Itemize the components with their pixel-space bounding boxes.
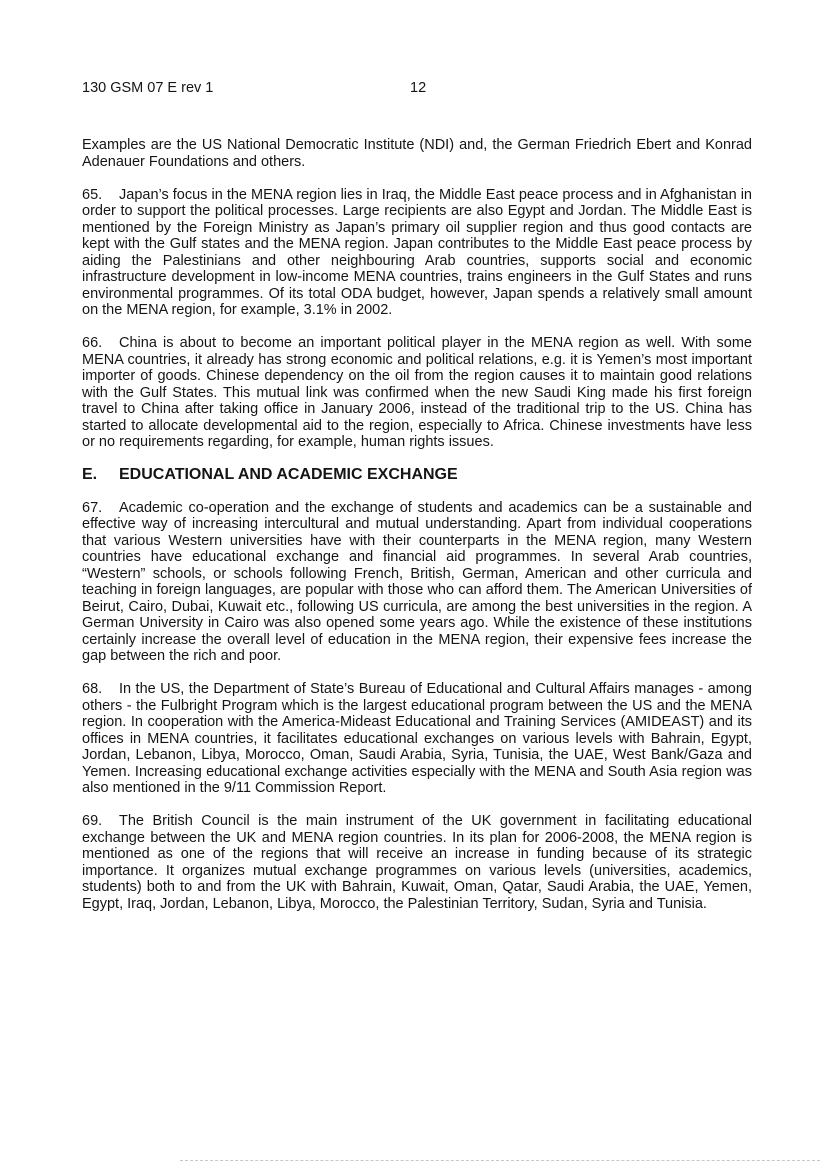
document-id: 130 GSM 07 E rev 1	[82, 80, 214, 96]
paragraph-66	[82, 335, 752, 451]
paragraph-text: In the US, the Department of State’s Bureau of Educational and Cultural Affairs manages - among others - the Fulbright Program which is the largest educational program between the US and the MENA region. In cooperation with the America-Mideast Educational and Training Services (AMIDEAST) and its offices in MENA countries, it facilitates educational exchanges on various levels with Bahrain, Egypt, Jordan, Lebanon, Libya, Morocco, Oman, Saudi Arabia, Syria, Tunisia, the UAE, West Bank/Gaza and Yemen. Increasing educational exchange activities especially with the MENA and South Asia region was also mentioned in the 9/11 Commission Report.	[82, 681, 752, 796]
paragraph-number: 69.	[82, 813, 103, 829]
document-body	[82, 137, 752, 929]
paragraph-text: Academic co-operation and the exchange of students and academics can be a sustainable and effective way of increasing intercultural and mutual understanding. Apart from individual cooperations that various Western universities have with their counterparts in the MENA region, many Western countries have educational exchange and financial aid programmes. In several Arab countries, “Western” schools, or schools following French, British, German, American and other curricula and teaching in foreign languages, are popular with those who can afford them. The American Universities of Beirut, Cairo, Dubai, Kuwait etc., following US curricula, are among the best universities in the region. A German University in Cairo was also opened some years ago. While the existence of these institutions certainly increase the overall level of education in the MENA region, their expensive fees increase the gap between the rich and poor.	[82, 499, 752, 664]
paragraph-number: 66.	[82, 335, 103, 351]
paragraph-number: 67.	[82, 499, 103, 516]
paragraph-65	[82, 187, 752, 319]
paragraph-69	[82, 813, 752, 912]
paragraph-number: 68.	[82, 681, 103, 697]
paragraph-68	[82, 681, 752, 797]
paragraph-67	[82, 500, 752, 665]
page-number: 12	[410, 80, 427, 96]
paragraph-text: Japan’s focus in the MENA region lies in Iraq, the Middle East peace process and in Afghanistan in order to support the political processes. Large recipients are also Egypt and Jordan. The Middle East is mentioned by the Foreign Ministry as Japan’s primary oil supplier region and thus good contacts are kept with the Gulf states and the MENA region. Japan contributes to the Middle East peace process by aiding the Palestinians and other neighbouring Arab countries, supports social and economic infrastructure development in low-income MENA countries, trains engineers in the Gulf States and runs environmental programmes. Of its total ODA budget, however, Japan spends a relatively small amount on the MENA region, for example, 3.1% in 2002.	[82, 186, 752, 318]
page-header	[82, 80, 745, 100]
paragraph-text: China is about to become an important political player in the MENA region as well. With some MENA countries, it already has strong economic and political relations, e.g. it is Yemen’s most important importer of goods. Chinese dependency on the oil from the region causes it to maintain good relations with the Gulf States. This mutual link was confirmed when the new Saudi King made his first foreign travel to China after taking office in January 2006, instead of the traditional trip to the US. China has started to allocate developmental aid to the region, especially to Africa. Chinese investments have less or no requirements regarding, for example, human rights issues.	[82, 335, 752, 450]
section-heading	[82, 467, 752, 484]
section-letter: E.	[82, 466, 98, 483]
section-title: EDUCATIONAL AND ACADEMIC EXCHANGE	[119, 466, 458, 483]
paragraph-number: 65.	[82, 186, 103, 203]
footer-scan-line	[180, 1160, 820, 1161]
continuation-paragraph: Examples are the US National Democratic Institute (NDI) and, the German Friedrich Ebert and Konrad Adenauer Foundations and others.	[82, 137, 752, 170]
paragraph-text: The British Council is the main instrument of the UK government in facilitating educational exchange between the UK and MENA region countries. In its plan for 2006-2008, the MENA region is mentioned as one of the regions that will receive an increase in funding because of its strategic importance. It organizes mutual exchange programmes on various levels (universities, academics, students) both to and from the UK with Bahrain, Kuwait, Oman, Qatar, Saudi Arabia, the UAE, Yemen, Egypt, Iraq, Jordan, Lebanon, Libya, Morocco, the Palestinian Territory, Sudan, Syria and Tunisia.	[82, 813, 752, 912]
